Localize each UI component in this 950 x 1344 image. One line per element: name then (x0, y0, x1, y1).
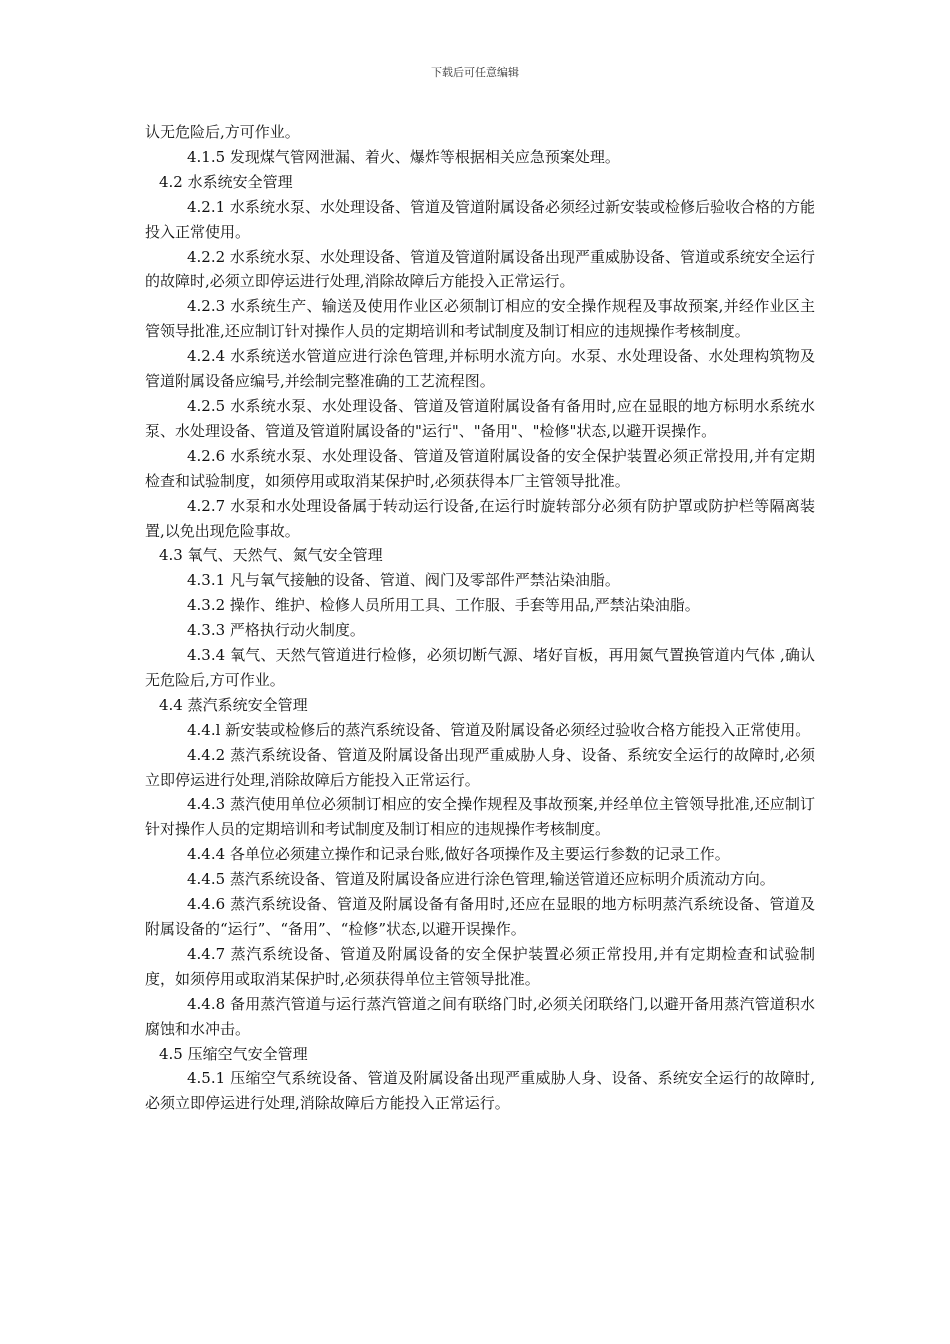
paragraph: 4.1.5 发现煤气管网泄漏、着火、爆炸等根据相关应急预案处理。 (187, 147, 620, 166)
paragraph: 4.4.5 蒸汽系统设备、管道及附属设备应进行涂色管理,输送管道还应标明介质流动方向。 (187, 870, 775, 889)
paragraph: 4.3.2 操作、维护、检修人员所用工具、工作服、手套等用品,严禁沾染油脂。 (187, 596, 700, 615)
paragraph: 4.4.l 新安装或检修后的蒸汽系统设备、管道及附属设备必须经过验收合格方能投入正常使用。 (187, 720, 811, 739)
paragraph: 4.4.4 各单位必须建立操作和记录台账,做好各项操作及主要运行参数的记录工作。 (187, 845, 730, 864)
paragraph: 4.2.6 水系统水泵、水处理设备、管道及管道附属设备的安全保护装置必须正常投用,并有定期检查和试验制度，如须停用或取消某保护时,必须获得本厂主管领导批准。 (145, 446, 815, 490)
paragraph: 4.3.1 凡与氧气接触的设备、管道、阀门及零部件严禁沾染油脂。 (187, 571, 620, 590)
paragraph: 4.4.6 蒸汽系统设备、管道及附属设备有备用时,还应在显眼的地方标明蒸汽系统设备、管道及附属设备的“运行”、“备用”、“检修”状态,以避开误操作。 (145, 895, 815, 938)
section-heading: 4.2 水系统安全管理 (159, 172, 293, 191)
document-body (145, 120, 815, 1116)
paragraph: 4.3.4 氧气、天然气管道进行检修，必须切断气源、堵好盲板，再用氮气置换管道内气体 ,确认无危险后,方可作业。 (145, 646, 815, 689)
paragraph: 4.2.1 水系统水泵、水处理设备、管道及管道附属设备必须经过新安装或检修后验收合格的方能投入正常使用。 (145, 197, 815, 241)
paragraph: 4.2.5 水系统水泵、水处理设备、管道及管道附属设备有备用时,应在显眼的地方标明水系统水泵、水处理设备、管道及管道附属设备的"运行"、"备用"、"检修"状态,以避开误操作。 (145, 396, 815, 440)
paragraph: 认无危险后,方可作业。 (145, 123, 300, 141)
paragraph: 4.2.4 水系统送水管道应进行涂色管理,并标明水流方向。水泵、水处理设备、水处理构筑物及管道附属设备应编号,并绘制完整准确的工艺流程图。 (145, 347, 815, 391)
paragraph: 4.4.3 蒸汽使用单位必须制订相应的安全操作规程及事故预案,并经单位主管领导批准,还应制订针对操作人员的定期培训和考试制度及制订相应的违规操作考核制度。 (145, 795, 815, 839)
paragraph: 4.2.3 水系统生产、输送及使用作业区必须制订相应的安全操作规程及事故预案,并经作业区主管领导批准,还应制订针对操作人员的定期培训和考试制度及制订相应的违规操作考核制度。 (145, 297, 815, 341)
paragraph: 4.4.8 备用蒸汽管道与运行蒸汽管道之间有联络门时,必须关闭联络门,以避开备用蒸汽管道积水腐蚀和水冲击。 (145, 994, 815, 1038)
paragraph: 4.5.1 压缩空气系统设备、管道及附属设备出现严重威胁人身、设备、系统安全运行的故障时,必须立即停运进行处理,消除故障后方能投入正常运行。 (145, 1069, 815, 1113)
section-heading: 4.4 蒸汽系统安全管理 (159, 695, 308, 714)
paragraph: 4.2.2 水系统水泵、水处理设备、管道及管道附属设备出现严重威胁设备、管道或系统安全运行的故障时,必须立即停运进行处理,消除故障后方能投入正常运行。 (145, 247, 815, 291)
paragraph: 4.4.7 蒸汽系统设备、管道及附属设备的安全保护装置必须正常投用,并有定期检查和试验制度，如须停用或取消某保护时,必须获得单位主管领导批准。 (145, 944, 815, 988)
paragraph: 4.3.3 严格执行动火制度。 (187, 621, 365, 640)
section-heading: 4.5 压缩空气安全管理 (159, 1044, 308, 1063)
paragraph: 4.2.7 水泵和水处理设备属于转动运行设备,在运行时旋转部分必须有防护罩或防护栏等隔离装置,以免出现危险事故。 (145, 496, 815, 540)
paragraph: 4.4.2 蒸汽系统设备、管道及附属设备出现严重威胁人身、设备、系统安全运行的故障时,必须立即停运进行处理,消除故障后方能投入正常运行。 (145, 745, 815, 789)
section-heading: 4.3 氧气、天然气、氮气安全管理 (159, 546, 383, 565)
page-header: 下载后可任意编辑 (431, 66, 519, 79)
